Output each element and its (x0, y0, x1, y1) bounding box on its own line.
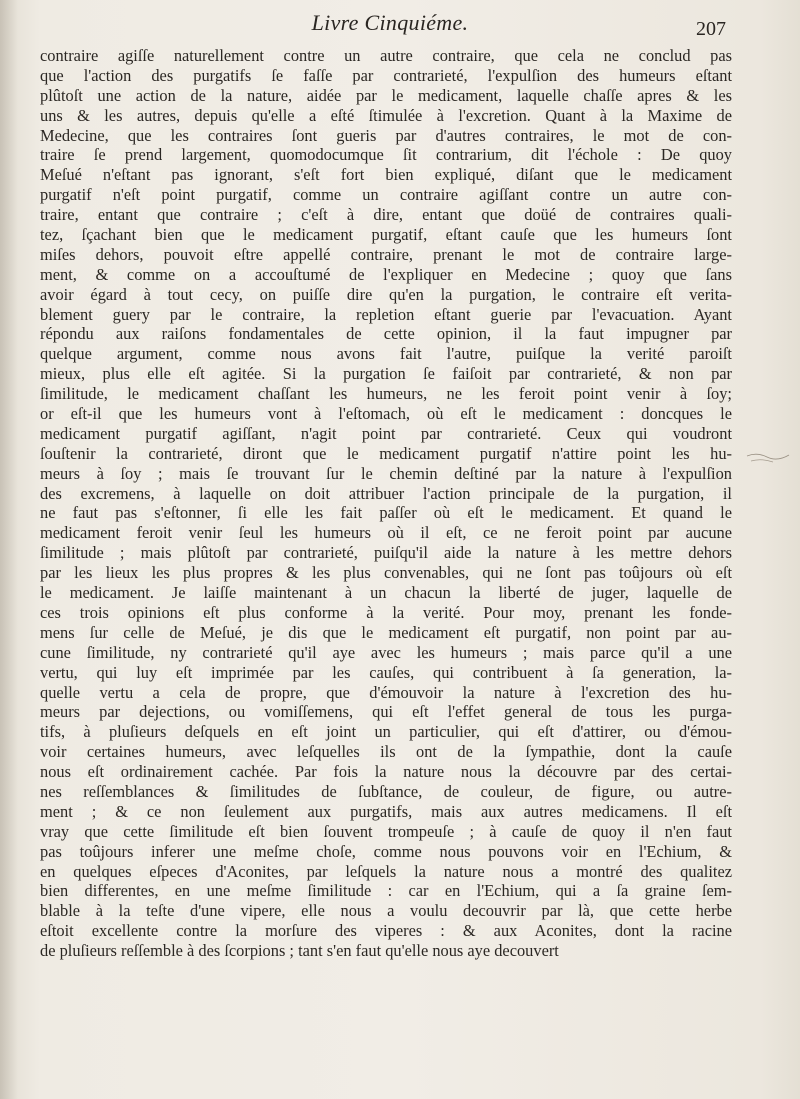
text-line: mens ſur celle de Meſué, je dis que le medicament eſt purgatif, non point par au- (40, 622, 732, 642)
text-line: en quelques eſpeces d'Aconites, par leſquels la nature nous a montré des qualitez (40, 861, 732, 881)
text-line: uns & les autres, depuis qu'elle a eſté ſtimulée à l'excretion. Quant à la Maxime de (40, 105, 732, 125)
binding-gutter-shadow (0, 0, 18, 1099)
text-line: medicament purgatif agiſſant, n'agit point par contrarieté. Ceux qui voudront (40, 423, 732, 443)
text-line: nes reſſemblances & ſimilitudes de ſubſtance, de couleur, de figure, ou autre- (40, 781, 732, 801)
text-line: ſimilitude ; mais plûtoſt par contrarieté, puiſqu'il aide la nature à les mettre dehors (40, 543, 732, 563)
text-line: ſimilitude, le medicament chaſſant les humeurs, ne les feroit point venir à ſoy; (40, 384, 732, 404)
text-line: vertu, qui luy eſt imprimée par les cauſes, qui contribuent à ſa generation, la- (40, 662, 732, 682)
text-line: par les lieux les plus propres & les plus convenables, qui ne ſont pas toûjours où eſt (40, 563, 732, 583)
text-line: répondu aux raiſons fondamentales de cette opinion, il la faut impugner par (40, 324, 732, 344)
text-line: vray que cette ſimilitude eſt bien ſouvent trompeuſe ; à cauſe de quoy il n'en faut (40, 821, 732, 841)
text-line: mieux, plus elle eſt agitée. Si la purgation ſe faiſoit par contrarieté, & non par (40, 364, 732, 384)
text-line: blable à la teſte d'une vipere, elle nous a voulu decouvrir par là, que cette herbe (40, 901, 732, 921)
text-line: ment ; & ce non ſeulement aux purgatifs, mais aux autres medicamens. Il eſt (40, 801, 732, 821)
text-line: or eſt-il que les humeurs vont à l'eſtomach, où eſt le medicament : doncques le (40, 404, 732, 424)
text-line: des excremens, à laquelle on doit attribuer l'action principale de la purgation, il (40, 483, 732, 503)
text-line: nous eſt ordinairement cachée. Par fois la nature nous la découvre par des certai- (40, 762, 732, 782)
running-head: Livre Cinquiéme. (311, 10, 469, 35)
text-line: traire ſe prend largement, quomodocumque ſit contrarium, dit l'échole : De quoy (40, 145, 732, 165)
text-line: quelque argument, comme nous avons fait l'autre, puiſque la verité paroiſt (40, 344, 732, 364)
text-line: cune ſimilitude, ny contrarieté qu'il aye avec les humeurs ; mais parce qu'il a une (40, 642, 732, 662)
text-line: ne faut pas s'eſtonner, ſi elle les fait paſſer où eſt le medicament. Et quand le (40, 503, 732, 523)
text-line: meurs à ſoy ; mais ſe trouvant ſur le chemin deſtiné par la nature à l'expulſion (40, 463, 732, 483)
text-line: tez, ſçachant bien que le medicament purgatif, eſtant cauſe que les humeurs ſont (40, 225, 732, 245)
text-line: plûtoſt une action de la nature, aidée par le medicament, laquelle chaſſe apres & les (40, 85, 732, 105)
text-line: de pluſieurs reſſemble à des ſcorpions ; tant s'en faut qu'elle nous aye decouvert (40, 941, 559, 961)
text-line: Meſué n'eſtant pas ignorant, s'eſt fort bien expliqué, diſant que le medicament (40, 165, 732, 185)
text-line: ſouſtenir la contrarieté, diront que le medicament purgatif n'attire point les hu- (40, 443, 732, 463)
body-text (40, 46, 732, 961)
text-line: Medecine, que les contraires ſont gueris par d'autres contraires, le mot de con- (40, 125, 732, 145)
text-line: le medicament. Je laiſſe maintenant à un chacun la liberté de juger, laquelle de (40, 583, 732, 603)
text-line: traire, entant que contraire ; c'eſt à dire, entant que doüé de contraires quali- (40, 205, 732, 225)
text-line: bien differentes, en une meſme ſimilitude : car en l'Echium, qui a ſa graine ſem- (40, 881, 732, 901)
text-line: purgatif n'eſt point purgatif, comme un contraire agiſſant contre un autre con- (40, 185, 732, 205)
text-line: ces trois opinions eſt plus conforme à la verité. Pour moy, prenant les fonde- (40, 602, 732, 622)
text-line: voir certaines humeurs, avec leſquelles ils ont de la ſympathie, dont la cauſe (40, 742, 732, 762)
text-line: pas toûjours inferer une meſme choſe, comme nous pouvons voir en l'Echium, & (40, 841, 732, 861)
text-line: eſtoit excellente contre la morſure des viperes : & aux Aconites, dont la racine (40, 921, 732, 941)
text-line: meurs par dejections, ou vomiſſemens, qui eſt l'effet general de tous les purga- (40, 702, 732, 722)
text-line: ment, & comme on a accouſtumé de l'expliquer en Medecine ; quoy que ſans (40, 264, 732, 284)
text-line: medicament feroit venir ſeul les humeurs où il eſt, ce ne feroit point par aucune (40, 523, 732, 543)
margin-pencil-marks (745, 434, 795, 474)
page-header (60, 8, 726, 44)
text-line: contraire agiſſe naturellement contre un autre contraire, que cela ne conclud pas (40, 46, 732, 65)
text-line: avoir égard à tout cecy, on puiſſe dire qu'en la purgation, le contraire eſt verita- (40, 284, 732, 304)
text-line: blement guery par le contraire, la repletion eſtant guerie par l'evacuation. Ayant (40, 304, 732, 324)
text-line: miſes dehors, pouvoit eſtre appellé contraire, prenant le mot de contraire large- (40, 244, 732, 264)
text-line: quelle vertu a cela de propre, que d'émouvoir la nature à l'excretion des hu- (40, 682, 732, 702)
text-line: que l'action des purgatifs ſe faſſe par contrarieté, l'expulſion des humeurs eſtant (40, 65, 732, 85)
text-line: tifs, à pluſieurs deſquels en eſt joint un particulier, qui eſt d'attirer, ou d'émou- (40, 722, 732, 742)
page-number: 207 (696, 18, 726, 40)
